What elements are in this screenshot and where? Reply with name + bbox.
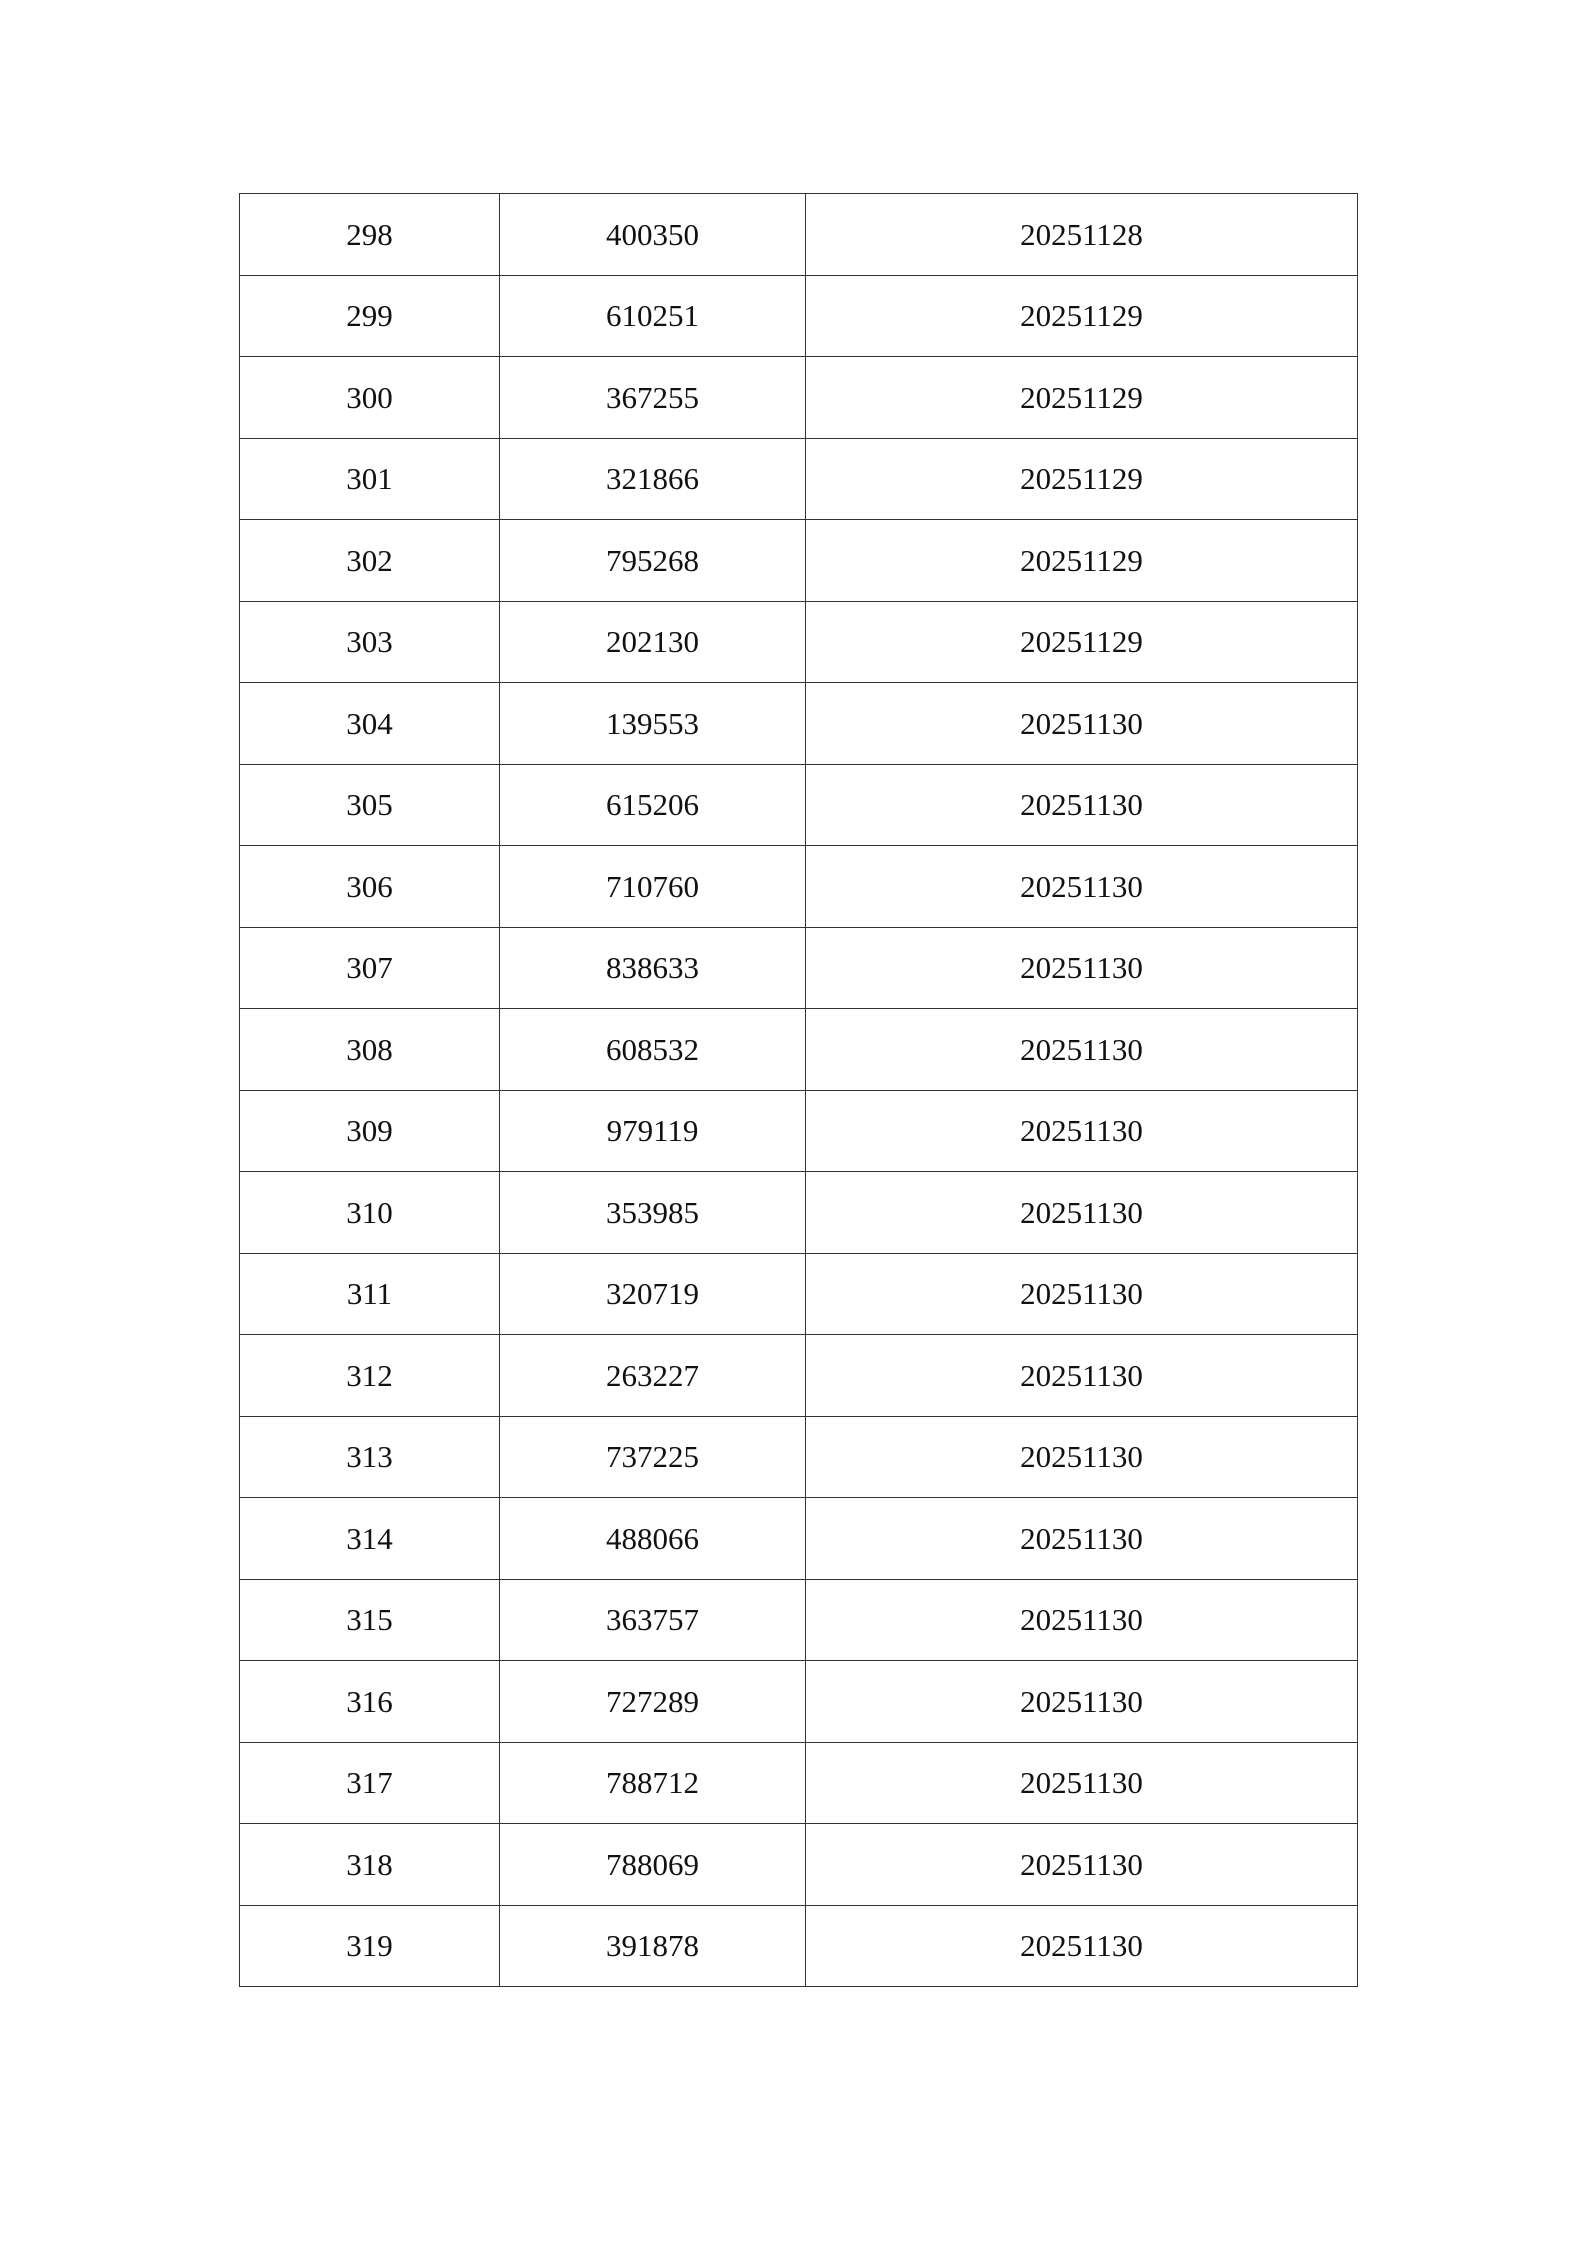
date-cell: 20251130 [806, 1905, 1358, 1987]
row-number-cell: 304 [240, 683, 500, 765]
code-cell: 367255 [500, 357, 806, 439]
date-cell: 20251129 [806, 438, 1358, 520]
table-row [240, 357, 1358, 439]
data-table [239, 193, 1358, 1987]
date-cell: 20251129 [806, 601, 1358, 683]
row-number-cell: 307 [240, 927, 500, 1009]
date-cell: 20251130 [806, 683, 1358, 765]
table-row [240, 1579, 1358, 1661]
date-cell: 20251130 [806, 1824, 1358, 1906]
table-row [240, 1009, 1358, 1091]
row-number-cell: 306 [240, 846, 500, 928]
row-number-cell: 314 [240, 1498, 500, 1580]
row-number-cell: 298 [240, 194, 500, 276]
table-row [240, 1335, 1358, 1417]
date-cell: 20251130 [806, 1661, 1358, 1743]
code-cell: 400350 [500, 194, 806, 276]
table-row [240, 1172, 1358, 1254]
date-cell: 20251130 [806, 1253, 1358, 1335]
date-cell: 20251130 [806, 1416, 1358, 1498]
row-number-cell: 316 [240, 1661, 500, 1743]
table-row [240, 1661, 1358, 1743]
code-cell: 610251 [500, 275, 806, 357]
date-cell: 20251130 [806, 927, 1358, 1009]
table-body [240, 194, 1358, 1987]
row-number-cell: 312 [240, 1335, 500, 1417]
row-number-cell: 303 [240, 601, 500, 683]
code-cell: 321866 [500, 438, 806, 520]
code-cell: 263227 [500, 1335, 806, 1417]
row-number-cell: 299 [240, 275, 500, 357]
row-number-cell: 301 [240, 438, 500, 520]
code-cell: 202130 [500, 601, 806, 683]
code-cell: 788712 [500, 1742, 806, 1824]
row-number-cell: 311 [240, 1253, 500, 1335]
row-number-cell: 302 [240, 520, 500, 602]
code-cell: 838633 [500, 927, 806, 1009]
row-number-cell: 315 [240, 1579, 500, 1661]
table-row [240, 846, 1358, 928]
table-row [240, 1824, 1358, 1906]
code-cell: 737225 [500, 1416, 806, 1498]
row-number-cell: 313 [240, 1416, 500, 1498]
row-number-cell: 305 [240, 764, 500, 846]
table-row [240, 1416, 1358, 1498]
code-cell: 353985 [500, 1172, 806, 1254]
row-number-cell: 310 [240, 1172, 500, 1254]
table-row [240, 520, 1358, 602]
date-cell: 20251129 [806, 357, 1358, 439]
code-cell: 795268 [500, 520, 806, 602]
code-cell: 363757 [500, 1579, 806, 1661]
date-cell: 20251130 [806, 1009, 1358, 1091]
date-cell: 20251130 [806, 1335, 1358, 1417]
code-cell: 727289 [500, 1661, 806, 1743]
table-row [240, 194, 1358, 276]
date-cell: 20251130 [806, 1579, 1358, 1661]
row-number-cell: 308 [240, 1009, 500, 1091]
table-row [240, 1905, 1358, 1987]
code-cell: 391878 [500, 1905, 806, 1987]
table-row [240, 438, 1358, 520]
date-cell: 20251130 [806, 1742, 1358, 1824]
date-cell: 20251130 [806, 846, 1358, 928]
table-row [240, 275, 1358, 357]
row-number-cell: 317 [240, 1742, 500, 1824]
date-cell: 20251130 [806, 764, 1358, 846]
code-cell: 979119 [500, 1090, 806, 1172]
code-cell: 488066 [500, 1498, 806, 1580]
table-row [240, 927, 1358, 1009]
date-cell: 20251130 [806, 1172, 1358, 1254]
row-number-cell: 300 [240, 357, 500, 439]
table-row [240, 601, 1358, 683]
date-cell: 20251128 [806, 194, 1358, 276]
table-row [240, 1253, 1358, 1335]
code-cell: 320719 [500, 1253, 806, 1335]
table-row [240, 1742, 1358, 1824]
table-row [240, 1090, 1358, 1172]
table-row [240, 683, 1358, 765]
table-row [240, 1498, 1358, 1580]
code-cell: 608532 [500, 1009, 806, 1091]
table-row [240, 764, 1358, 846]
code-cell: 139553 [500, 683, 806, 765]
date-cell: 20251129 [806, 275, 1358, 357]
code-cell: 710760 [500, 846, 806, 928]
row-number-cell: 309 [240, 1090, 500, 1172]
row-number-cell: 319 [240, 1905, 500, 1987]
row-number-cell: 318 [240, 1824, 500, 1906]
date-cell: 20251129 [806, 520, 1358, 602]
date-cell: 20251130 [806, 1090, 1358, 1172]
code-cell: 788069 [500, 1824, 806, 1906]
code-cell: 615206 [500, 764, 806, 846]
date-cell: 20251130 [806, 1498, 1358, 1580]
